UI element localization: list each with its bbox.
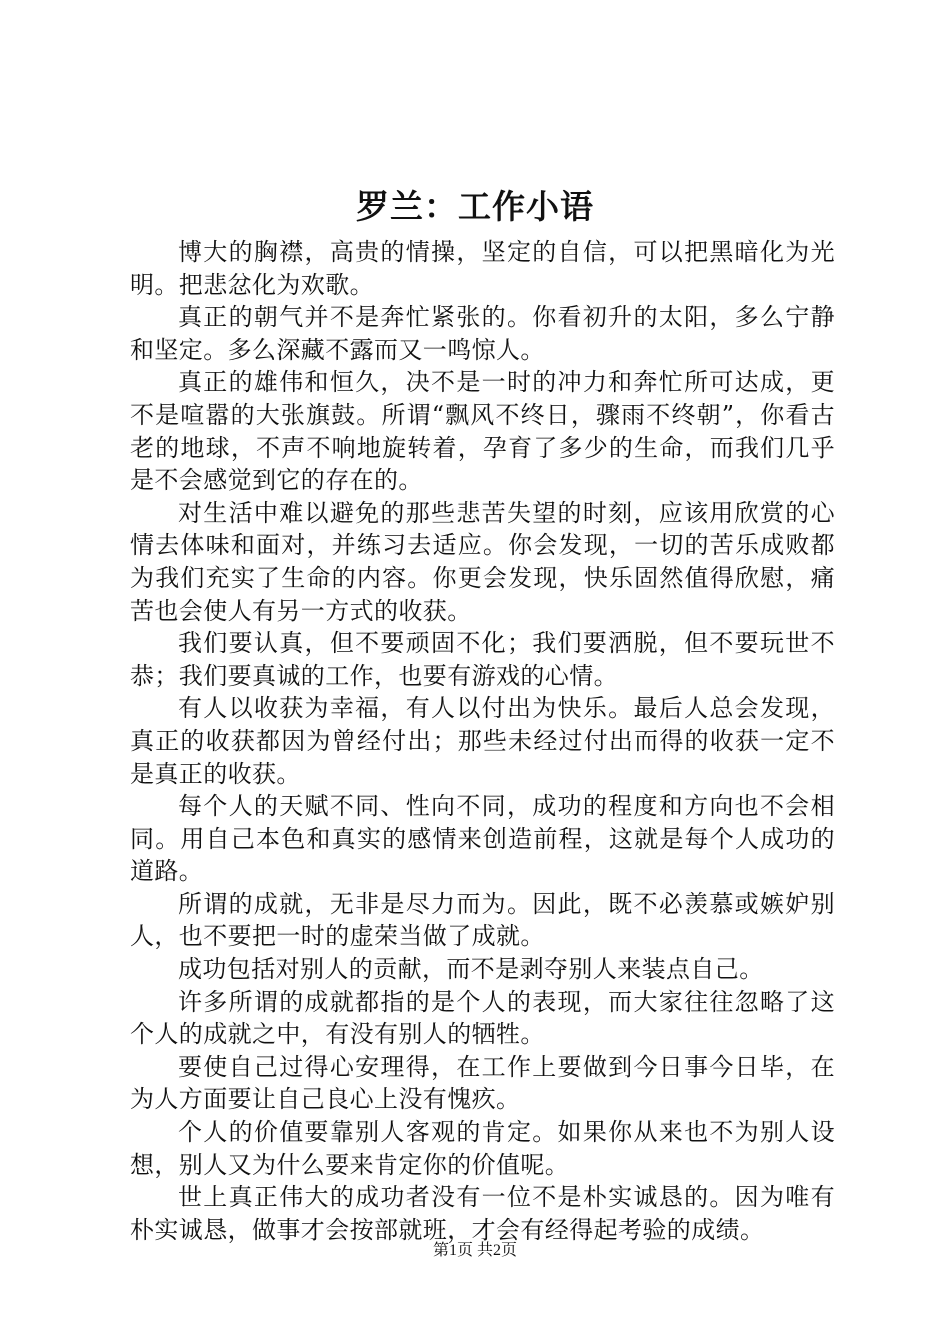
paragraph: 所谓的成就，无非是尽力而为。因此，既不必羡慕或嫉妒别人，也不要把一时的虚荣当做了成就。 bbox=[130, 889, 835, 951]
document-body bbox=[130, 236, 835, 1246]
paragraph: 对生活中难以避免的那些悲苦失望的时刻，应该用欣赏的心情去体味和面对，并练习去适应。你会发现，一切的苦乐成败都为我们充实了生命的内容。你更会发现，快乐固然值得欣慰，痛苦也会使人有另一方式的收获。 bbox=[130, 498, 835, 625]
paragraph: 有人以收获为幸福，有人以付出为快乐。最后人总会发现，真正的收获都因为曾经付出；那些未经过付出而得的收获一定不是真正的收获。 bbox=[130, 694, 835, 788]
paragraph: 许多所谓的成就都指的是个人的表现，而大家往往忽略了这个人的成就之中，有没有别人的牺牲。 bbox=[130, 987, 835, 1049]
paragraph: 世上真正伟大的成功者没有一位不是朴实诚恳的。因为唯有朴实诚恳，做事才会按部就班，才会有经得起考验的成绩。 bbox=[130, 1183, 835, 1244]
paragraph: 要使自己过得心安理得，在工作上要做到今日事今日毕，在为人方面要让自己良心上没有愧疚。 bbox=[130, 1052, 835, 1114]
paragraph: 博大的胸襟，高贵的情操，坚定的自信，可以把黑暗化为光明。把悲忿化为欢歌。 bbox=[130, 238, 835, 299]
page-number-footer: 第1页 共2页 bbox=[432, 1242, 517, 1259]
paragraph: 真正的雄伟和恒久，决不是一时的冲力和奔忙所可达成，更不是喧嚣的大张旗鼓。所谓“飘风不终日，骤雨不终朝”，你看古老的地球，不声不响地旋转着，孕育了多少的生命，而我们几乎是不会感觉到它的存在的。 bbox=[130, 368, 835, 495]
paragraph: 真正的朝气并不是奔忙紧张的。你看初升的太阳，多么宁静和坚定。多么深藏不露而又一鸣惊人。 bbox=[130, 303, 835, 364]
paragraph: 个人的价值要靠别人客观的肯定。如果你从来也不为别人设想，别人又为什么要来肯定你的价值呢。 bbox=[130, 1118, 835, 1179]
paragraph: 我们要认真，但不要顽固不化；我们要洒脱，但不要玩世不恭；我们要真诚的工作，也要有游戏的心情。 bbox=[130, 629, 835, 690]
paragraph: 成功包括对别人的贡献，而不是剥夺别人来装点自己。 bbox=[178, 955, 764, 984]
page-title: 罗兰：工作小语 bbox=[356, 187, 594, 226]
paragraph: 每个人的天赋不同、性向不同，成功的程度和方向也不会相同。用自己本色和真实的感情来创造前程，这就是每个人成功的道路。 bbox=[130, 792, 835, 886]
